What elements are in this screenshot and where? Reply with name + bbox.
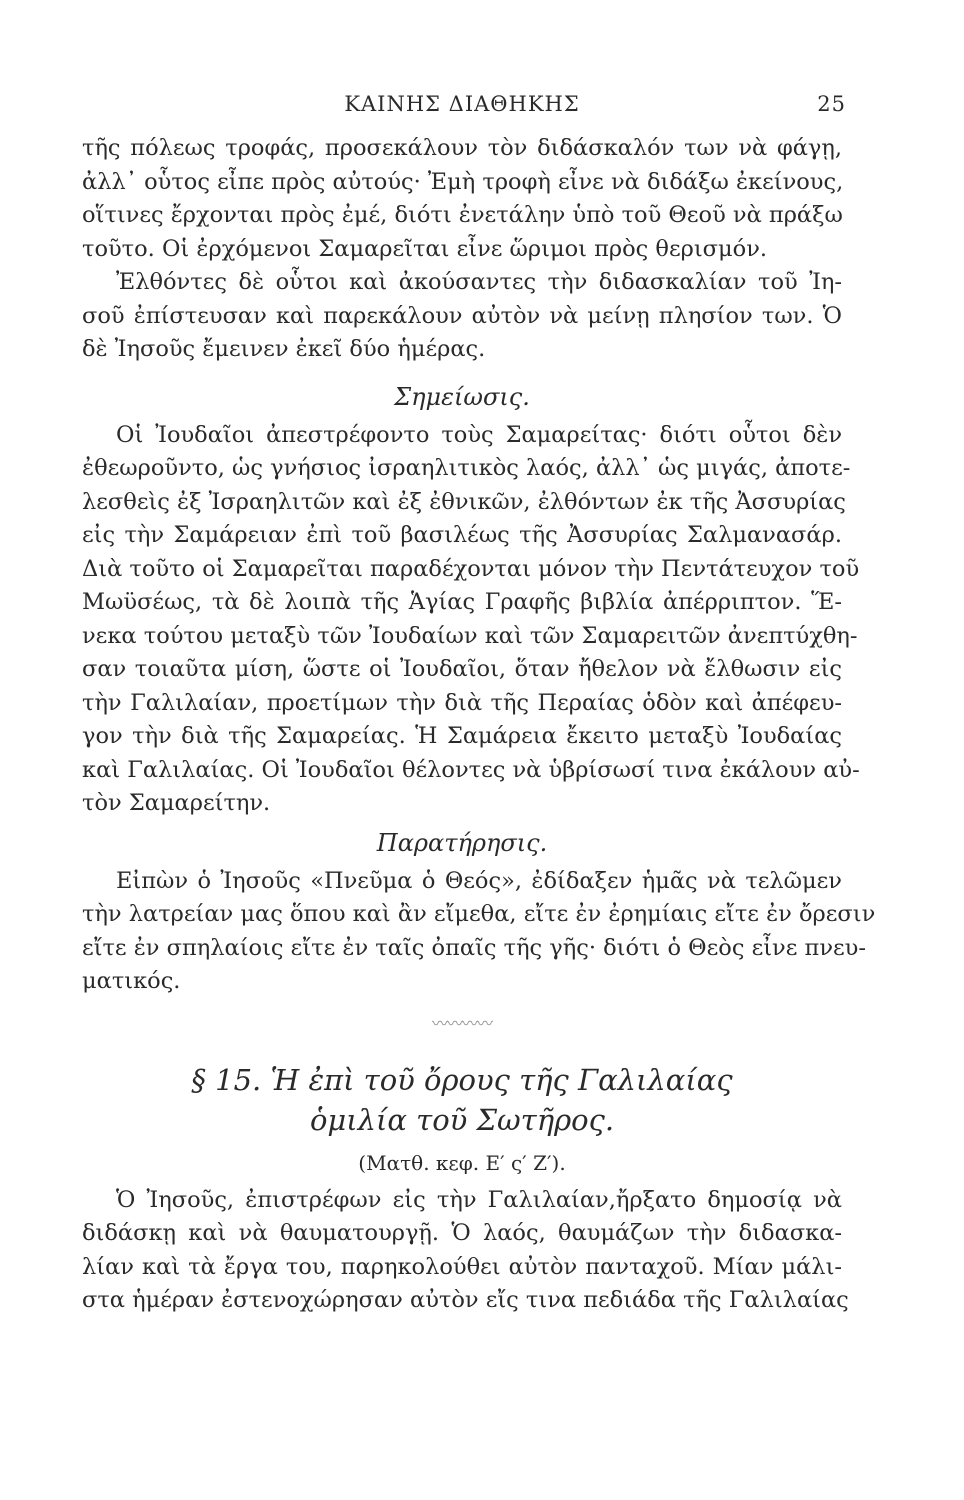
text-line: Μωϋσέως, τὰ δὲ λοιπὰ τῆς Ἁγίας Γραφῆς βιβλία ἀπέρριπτον. Ἕ-: [82, 589, 842, 615]
text-line: νεκα τούτου μεταξὺ τῶν Ἰουδαίων καὶ τῶν Σαμαρειτῶν ἀνεπτύχθη-: [82, 622, 858, 649]
text-line: ἐθεωροῦντο, ὡς γνήσιος ἰσραηλιτικὸς λαός, ἀλλ᾽ ὡς μιγάς, ἀποτε-: [82, 455, 851, 481]
text-line: Διὰ τοῦτο οἱ Σαμαρεῖται παραδέχονται μόνον τὴν Πεντάτευχον τοῦ: [82, 555, 860, 582]
text-line: λεσθεὶς ἐξ Ἰσραηλιτῶν καὶ ἐξ ἐθνικῶν, ἐλθόντων ἐκ τῆς Ἀσσυρίας: [82, 488, 846, 515]
text-line: καὶ Γαλιλαίας. Οἱ Ἰουδαῖοι θέλοντες νὰ ὑβρίσωσί τινα ἐκάλουν αὐ-: [82, 756, 860, 783]
note-heading: Σημείωσις.: [394, 382, 530, 411]
section-title-line2: ὁμιλία τοῦ Σωτῆρος.: [309, 1102, 615, 1137]
observation-heading: Παρατήρησις.: [376, 828, 548, 857]
text-line: διδάσκῃ καὶ νὰ θαυματουργῇ. Ὁ λαός, θαυμάζων τὴν διδασκα-: [82, 1220, 842, 1246]
text-line: τῆς πόλεως τροφάς, προσεκάλουν τὸν διδάσκαλόν των νὰ φάγῃ,: [82, 135, 842, 161]
text-line: οἵτινες ἔρχονται πρὸς ἐμέ, διότι ἐνετάλην ὑπὸ τοῦ Θεοῦ νὰ πράξω: [82, 202, 843, 228]
running-head: [82, 92, 846, 132]
text-line: ἀλλ᾽ οὗτος εἶπε πρὸς αὐτούς· Ἐμὴ τροφὴ εἶνε νὰ διδάξω ἐκείνους,: [82, 168, 844, 195]
text-line: Ἐλθόντες δὲ οὗτοι καὶ ἀκούσαντες τὴν διδασκαλίαν τοῦ Ἰη-: [116, 269, 842, 295]
text-line: λίαν καὶ τὰ ἔργα του, παρηκολούθει αὐτὸν πανταχοῦ. Μίαν μάλι-: [82, 1253, 842, 1280]
scripture-reference: (Ματθ. κεφ. Ε′ ς′ Ζ′).: [358, 1150, 566, 1175]
text-line: δὲ Ἰησοῦς ἔμεινεν ἐκεῖ δύο ἡμέρας.: [82, 336, 486, 362]
text-line: τοῦτο. Οἱ ἐρχόμενοι Σαμαρεῖται εἶνε ὥριμοι πρὸς θερισμόν.: [82, 235, 768, 262]
text-line: τὴν λατρείαν μας ὅπου καὶ ἂν εἴμεθα, εἴτε ἐν ἐρημίαις εἴτε ἐν ὄρεσιν: [82, 901, 876, 927]
wavy-divider: 〰〰〰〰: [431, 1013, 492, 1033]
text-line: εἰς τὴν Σαμάρειαν ἐπὶ τοῦ βασιλέως τῆς Ἀσσυρίας Σαλμανασάρ.: [82, 522, 842, 548]
text-line: στα ἡμέραν ἐστενοχώρησαν αὐτὸν εἴς τινα πεδιάδα τῆς Γαλιλαίας: [82, 1287, 849, 1313]
text-line: Ὁ Ἰησοῦς, ἐπιστρέφων εἰς τὴν Γαλιλαίαν,ἤρξατο δημοσίᾳ νὰ: [116, 1186, 842, 1213]
page-number: 25: [817, 92, 846, 116]
page: [82, 92, 876, 1318]
text-line: σοῦ ἐπίστευσαν καὶ παρεκάλουν αὐτὸν νὰ μείνῃ πλησίον των. Ὁ: [82, 302, 842, 329]
text-line: τὸν Σαμαρείτην.: [82, 790, 271, 816]
text-line: εἴτε ἐν σπηλαίοις εἴτε ἐν ταῖς ὀπαῖς τῆς γῆς· διότι ὁ Θεὸς εἶνε πνευ-: [82, 934, 866, 961]
text-line: γον τὴν διὰ τῆς Σαμαρείας. Ἡ Σαμάρεια ἔκειτο μεταξὺ Ἰουδαίας: [82, 723, 842, 749]
section-title-line1: Ἡ ἐπὶ τοῦ ὄρους τῆς Γαλιλαίας: [270, 1062, 733, 1097]
section-title: [82, 1060, 842, 1100]
running-title: ΚΑΙΝΗΣ ΔΙΑΘΗΚΗΣ: [344, 92, 580, 116]
section-number: § 15.: [191, 1062, 262, 1097]
text-line: σαν τοιαῦτα μίση, ὥστε οἱ Ἰουδαῖοι, ὅταν ἤθελον νὰ ἔλθωσιν εἰς: [82, 656, 842, 682]
paragraph-2: [82, 266, 842, 367]
paragraph-1: [82, 132, 842, 266]
text-line: Οἱ Ἰουδαῖοι ἀπεστρέφοντο τοὺς Σαμαρείτας· διότι οὗτοι δὲν: [116, 421, 842, 448]
text-line: τὴν Γαλιλαίαν, προετίμων τὴν διὰ τῆς Περαίας ὁδὸν καὶ ἀπέφευ-: [82, 689, 842, 716]
paragraph-3: [82, 419, 860, 821]
paragraph-4: [82, 865, 876, 999]
paragraph-5: [82, 1184, 849, 1318]
text-line: Εἰπὼν ὁ Ἰησοῦς «Πνεῦμα ὁ Θεός», ἐδίδαξεν ἡμᾶς νὰ τελῶμεν: [116, 867, 842, 894]
text-line: ματικός.: [82, 968, 181, 994]
